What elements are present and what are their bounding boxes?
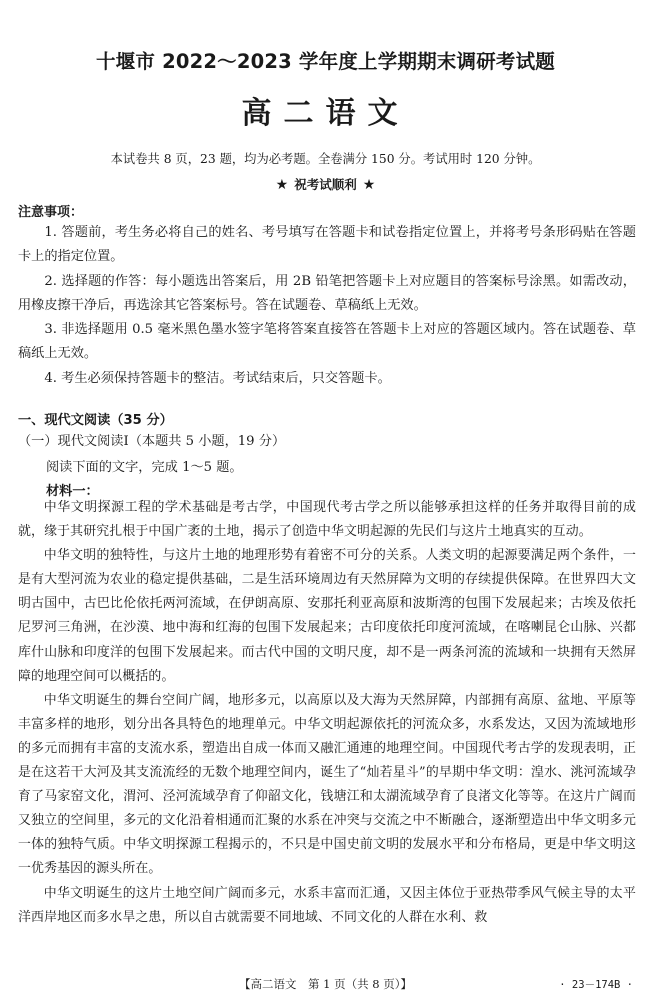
section-title: 一、现代文阅读（35 分） [18, 413, 173, 428]
passage-paragraph: 中华文明探源工程的学术基础是考古学，中国现代考古学之所以能够承担这样的任务并取得目前的成就，缘于其研究扎根于中国广袤的土地，揭示了创造中华文明起源的先民们与这片土地真实的互动。 [18, 500, 636, 540]
reading-instruction: 阅读下面的文字，完成 1～5 题。 [46, 460, 243, 475]
note-item: 3. 非选择题用 0.5 毫米黑色墨水签字笔将答案直接答在答题卡上对应的答题区域内。答在试题卷、草稿纸上无效。 [18, 322, 636, 362]
note-item: 4. 考生必须保持答题卡的整洁。考试结束后，只交答题卡。 [44, 370, 391, 386]
good-luck-text: 祝考试顺利 [294, 177, 357, 192]
star-icon: ★ [275, 177, 289, 193]
exam-title: 十堰市 2022～2023 学年度上学期期末调研考试题 [95, 50, 556, 73]
good-luck-line [0, 175, 651, 193]
passage-paragraph: 中华文明诞生的舞台空间广阔，地形多元，以高原以及大海为天然屏障，内部拥有高原、盆地、平原等丰富多样的地形，划分出各具特色的地理单元。中华文明起源依托的河流众多，水系发达，又因为流域地形的多元而拥有丰富的支流水系，塑造出自成一体而又融汇通連的地理空间。中国现代考古学的发现表明，正是在这若干大河及其支流流经的无数个地理空间内，诞生了“灿若星斗”的早期中华文明：湟水、洮河流域孕育了马家窑文化，渭河、泾河流域孕育了仰韶文化，钱塘江和太湖流域孕育了良渚文化等等。在这片广阔而又独立的空间里，多元的文化沿着相通而汇聚的水系在冲突与交流之中不断融合，逐渐塑造出中华文明多元一体的独特气质。中华文明探源工程揭示的，不只是中国史前文明的发展水平和分布格局，更是中华文明这一优秀基因的源头所在。 [18, 692, 636, 877]
star-icon: ★ [362, 177, 376, 193]
material-label: 材料一： [46, 484, 99, 499]
notes-list [18, 221, 636, 391]
note-item: 2. 选择题的作答：每小题选出答案后，用 2B 铅笔把答题卡上对应题目的答案标号涂黑。如需改动，用橡皮擦干净后，再选涂其它答案标号。答在试题卷、草稿纸上无效。 [18, 273, 636, 313]
notes-heading: 注意事项： [18, 205, 84, 220]
exam-info: 本试卷共 8 页，23 题，均为必考题。全卷满分 150 分。考试用时 120 分钟。 [110, 152, 541, 166]
note-item: 1. 答题前，考生务必将自己的姓名、考号填写在答题卡和试卷指定位置上，并将考号条形码贴在答题卡上的指定位置。 [18, 225, 636, 265]
exam-code: · 23－174B · [559, 979, 633, 991]
page-number: 【高二语文 第 1 页（共 8 页）】 [238, 977, 412, 991]
subject-title: 高二语文 [241, 96, 410, 131]
subsection-title: （一）现代文阅读Ⅰ（本题共 5 小题，19 分） [18, 434, 286, 449]
passage-paragraph: 中华文明的独特性，与这片土地的地理形势有着密不可分的关系。人类文明的起源要满足两个条件，一是有大型河流为农业的稳定提供基础，二是生活环境周边有天然屏障为文明的存续提供保障。在世界四大文明古国中，古巴比伦依托两河流域，在伊朗高原、安那托利亚高原和波斯湾的包围下发展起来；古埃及依托尼罗河三角洲，在沙漠、地中海和红海的包围下发展起来；古印度依托印度河流域，在喀喇昆仑山脉、兴都库什山脉和印度洋的包围下发展起来。而古代中国的文明尺度，却不是一两条河流的流域和一块拥有天然屏障的地理空间可以概括的。 [18, 548, 636, 684]
passage-paragraph: 中华文明诞生的这片土地空间广阔而多元，水系丰富而汇通，又因主体位于亚热带季风气候主导的太平洋西岸地区而多水旱之患，所以自古就需要不同地域、不同文化的人群在水利、救 [18, 885, 636, 925]
reading-passage [18, 496, 636, 930]
